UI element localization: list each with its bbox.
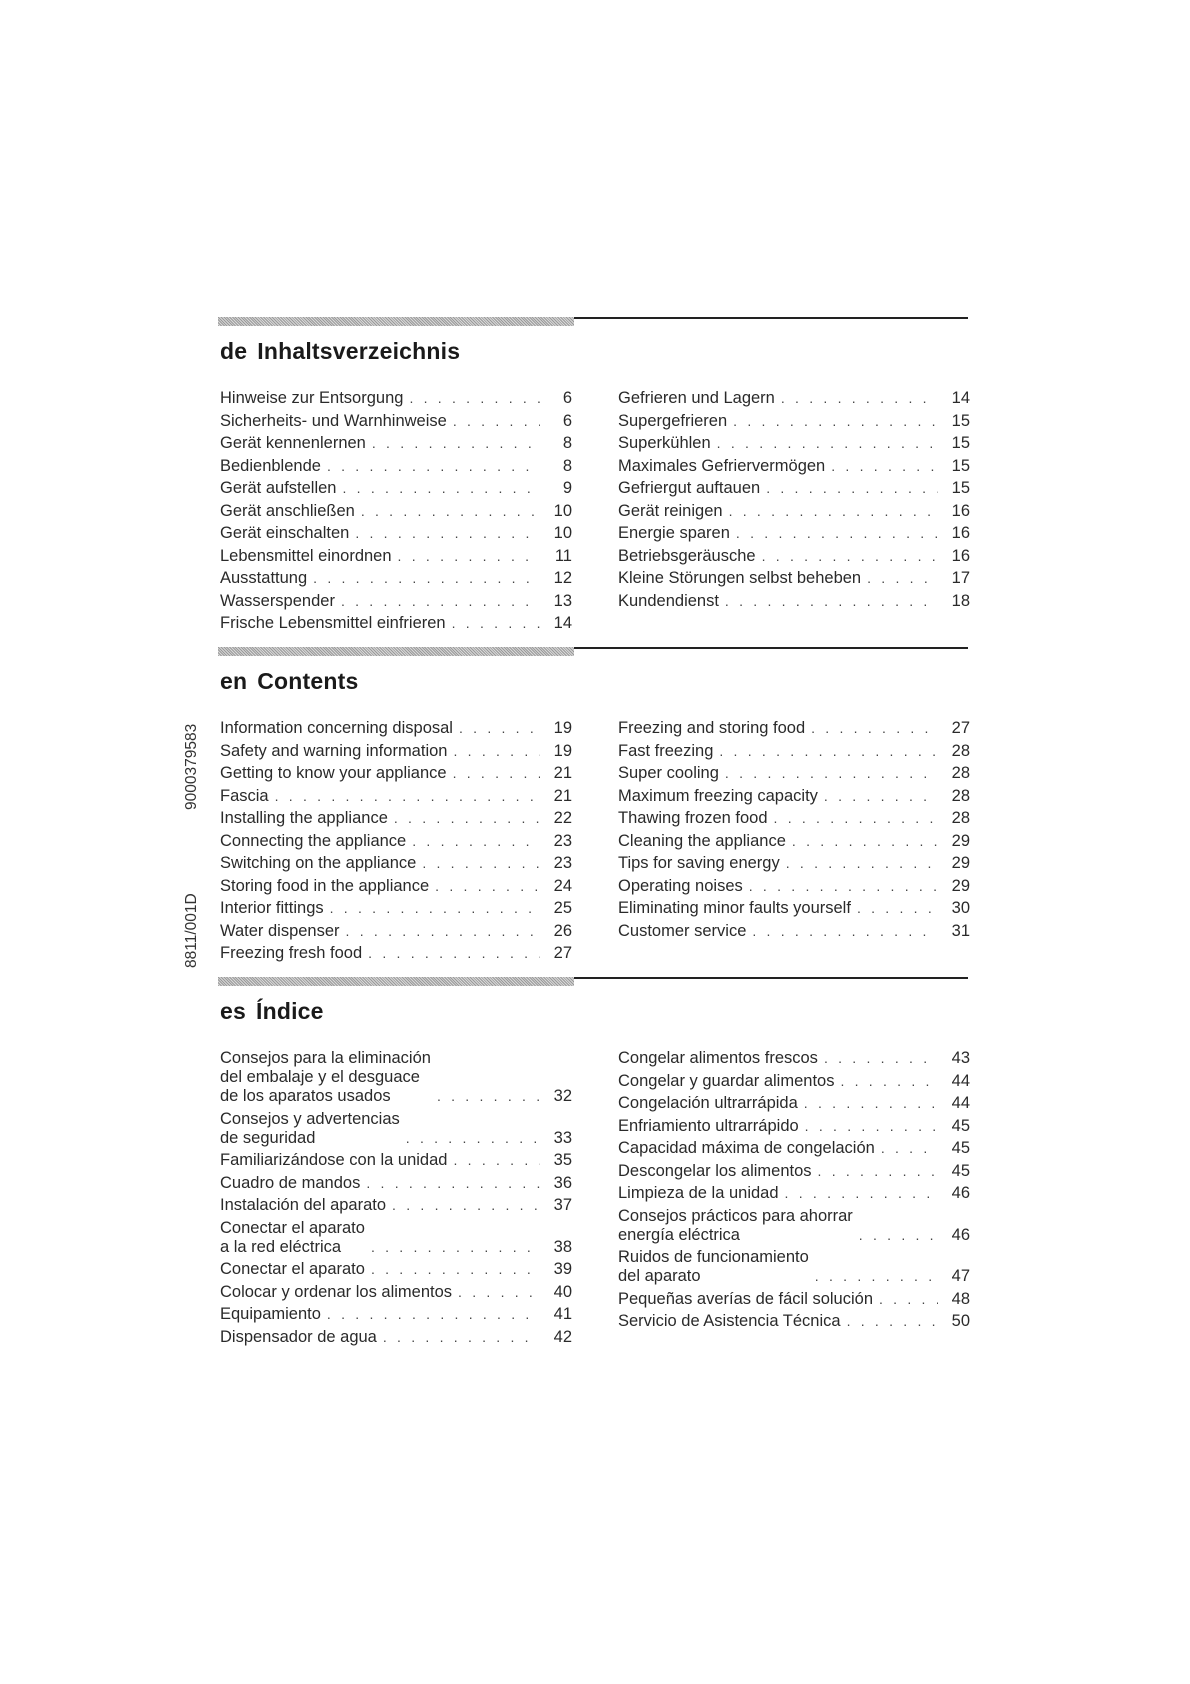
dot-leader xyxy=(717,434,938,453)
toc-entry-page: 21 xyxy=(553,786,572,805)
dot-leader xyxy=(355,524,540,543)
dot-leader xyxy=(372,434,540,453)
toc-entry-title: Gerät reinigen xyxy=(618,501,723,520)
toc-entry-page: 40 xyxy=(553,1282,572,1301)
toc-entry-title: Hinweise zur Entsorgung xyxy=(220,389,404,407)
dot-leader xyxy=(811,719,938,738)
toc-entry[interactable] xyxy=(618,502,970,521)
toc-entry-title: Gerät aufstellen xyxy=(220,479,337,497)
toc-entry-page: 6 xyxy=(562,411,572,430)
toc-entry[interactable] xyxy=(220,524,572,543)
dot-leader xyxy=(330,899,540,918)
toc-entry-page: 13 xyxy=(553,591,572,610)
dot-leader xyxy=(749,877,938,896)
toc-entry[interactable] xyxy=(618,1094,970,1113)
toc-entry[interactable] xyxy=(220,1196,572,1215)
toc-entry[interactable] xyxy=(618,1072,970,1091)
language-code: es xyxy=(220,998,246,1024)
toc-column-left xyxy=(220,1049,572,1350)
toc-entry-title: Freezing fresh food xyxy=(220,944,363,962)
dot-leader xyxy=(824,1049,938,1068)
toc-entry[interactable] xyxy=(618,479,970,498)
toc-entry-page: 26 xyxy=(553,921,572,940)
toc-entry-title: Getting to know your appliance xyxy=(220,764,447,782)
toc-entry-page: 27 xyxy=(951,719,970,737)
toc-entry[interactable] xyxy=(220,1049,572,1106)
toc-entry-page: 46 xyxy=(951,1184,970,1202)
toc-entry-page: 6 xyxy=(562,389,572,407)
dot-leader xyxy=(383,1328,540,1347)
toc-entry-page: 18 xyxy=(951,591,970,610)
toc-entry-page: 37 xyxy=(553,1196,572,1214)
toc-entry-title: Cleaning the appliance xyxy=(618,831,786,850)
dot-leader xyxy=(736,524,938,543)
section-heading xyxy=(220,668,968,698)
dot-leader xyxy=(452,614,540,633)
toc-entry-page: 8 xyxy=(562,456,572,475)
toc-entry-title: Dispensador de agua xyxy=(220,1327,377,1346)
dot-leader xyxy=(847,1312,938,1331)
toc-entry-page: 21 xyxy=(553,764,572,782)
dot-leader xyxy=(327,1305,540,1324)
dot-leader xyxy=(815,1267,938,1286)
document-number: 9000379583 xyxy=(183,723,200,810)
toc-entry[interactable] xyxy=(220,899,572,918)
toc-entry-title: Bedienblende xyxy=(220,456,321,475)
dot-leader xyxy=(459,719,540,738)
toc-entry-title: Thawing frozen food xyxy=(618,809,768,827)
dot-leader xyxy=(453,1151,540,1170)
toc-column-right xyxy=(618,719,970,944)
toc-entry-title: Cuadro de mandos xyxy=(220,1173,361,1192)
toc-entry-title: Congelar y guardar alimentos xyxy=(618,1071,835,1090)
toc-entry-title: Kundendienst xyxy=(618,591,719,610)
toc-entry-title: Gefrieren und Lagern xyxy=(618,389,775,407)
section-heading xyxy=(220,338,968,368)
toc-entry-title: Colocar y ordenar los alimentos xyxy=(220,1282,453,1301)
toc-entry[interactable] xyxy=(618,569,970,588)
dot-leader xyxy=(786,854,938,873)
toc-entry-page: 36 xyxy=(553,1173,572,1192)
toc-entry-page: 28 xyxy=(951,741,970,760)
toc-entry[interactable] xyxy=(618,1290,970,1309)
toc-entry[interactable] xyxy=(220,389,572,408)
toc-entry-page: 45 xyxy=(951,1116,970,1135)
toc-entry[interactable] xyxy=(220,922,572,941)
toc-column-right xyxy=(618,389,970,614)
toc-entry-page: 45 xyxy=(951,1139,970,1157)
toc-entry-page: 14 xyxy=(951,389,970,407)
toc-entry-page: 11 xyxy=(554,546,572,565)
toc-entry[interactable] xyxy=(618,832,970,851)
toc-entry-title: Operating noises xyxy=(618,876,743,895)
toc-entry-title: Ausstattung xyxy=(220,569,308,587)
toc-entry-page: 41 xyxy=(553,1305,572,1323)
toc-entry[interactable] xyxy=(220,592,572,611)
dot-leader xyxy=(275,787,540,806)
dot-leader xyxy=(392,1196,540,1215)
toc-entry-title: Conectar el aparato xyxy=(220,1260,365,1278)
toc-entry-page: 28 xyxy=(951,764,970,782)
toc-entry[interactable] xyxy=(618,1184,970,1203)
dot-leader xyxy=(453,742,540,761)
toc-entry-title: Gerät anschließen xyxy=(220,501,355,520)
toc-entry[interactable] xyxy=(618,742,970,761)
toc-entry[interactable] xyxy=(618,922,970,941)
toc-entry-page: 19 xyxy=(553,719,572,737)
toc-entry[interactable] xyxy=(220,809,572,828)
toc-entry[interactable] xyxy=(618,809,970,828)
dot-leader xyxy=(752,922,938,941)
toc-entry-page: 25 xyxy=(553,899,572,917)
dot-leader xyxy=(422,854,540,873)
toc-entry-title: Eliminating minor faults yourself xyxy=(618,899,851,917)
toc-entry-title: Superkühlen xyxy=(618,434,711,452)
toc-entry-title: Ruidos de funcionamiento del aparato xyxy=(618,1248,809,1285)
section-title: Índice xyxy=(255,998,324,1024)
toc-entry-page: 10 xyxy=(553,501,572,520)
toc-entry-page: 45 xyxy=(951,1161,970,1180)
toc-column-left xyxy=(220,389,572,637)
dot-leader xyxy=(729,502,938,521)
dot-leader xyxy=(804,1094,938,1113)
toc-column-left xyxy=(220,719,572,967)
toc-entry-title: Enfriamiento ultrarrápido xyxy=(618,1116,799,1135)
toc-entry-page: 42 xyxy=(553,1327,572,1346)
toc-entry-page: 29 xyxy=(951,854,970,872)
toc-entry-title: Gefriergut auftauen xyxy=(618,479,761,497)
toc-entry[interactable] xyxy=(618,854,970,873)
toc-entry-page: 28 xyxy=(951,786,970,805)
toc-entry-title: Limpieza de la unidad xyxy=(618,1184,779,1202)
toc-entry-page: 15 xyxy=(951,479,970,497)
dot-leader xyxy=(805,1117,938,1136)
toc-entry-page: 16 xyxy=(951,524,970,542)
toc-entry-page: 9 xyxy=(562,479,572,497)
toc-entry[interactable] xyxy=(220,764,572,783)
toc-entry-title: Congelación ultrarrápida xyxy=(618,1094,798,1112)
toc-entry-page: 47 xyxy=(951,1267,970,1285)
toc-entry-page: 44 xyxy=(951,1071,970,1090)
toc-entry-title: Supergefrieren xyxy=(618,411,728,430)
toc-entry[interactable] xyxy=(618,1248,970,1286)
toc-entry-page: 24 xyxy=(553,876,572,895)
toc-entry[interactable] xyxy=(220,1283,572,1302)
dot-leader xyxy=(867,569,938,588)
dot-leader xyxy=(368,944,540,963)
toc-entry-title: Conectar el aparato a la red eléctrica xyxy=(220,1218,365,1256)
dot-leader xyxy=(840,1072,938,1091)
dot-leader xyxy=(437,1087,540,1106)
toc-entry[interactable] xyxy=(618,524,970,543)
dot-leader xyxy=(879,1290,938,1309)
toc-entry[interactable] xyxy=(618,412,970,431)
toc-entry-page: 30 xyxy=(951,899,970,917)
dot-leader xyxy=(831,457,938,476)
toc-entry[interactable] xyxy=(618,719,970,738)
toc-entry-title: Installing the appliance xyxy=(220,809,388,827)
toc-entry[interactable] xyxy=(220,479,572,498)
dot-leader xyxy=(361,502,540,521)
toc-entry[interactable] xyxy=(220,502,572,521)
toc-entry-title: Information concerning disposal xyxy=(220,719,453,737)
toc-entry[interactable] xyxy=(618,877,970,896)
toc-entry-page: 8 xyxy=(562,434,572,452)
toc-entry-page: 15 xyxy=(951,411,970,430)
toc-entry-title: Water dispenser xyxy=(220,921,340,940)
toc-entry[interactable] xyxy=(220,1174,572,1193)
toc-entry[interactable] xyxy=(220,457,572,476)
toc-entry-page: 15 xyxy=(951,456,970,475)
toc-entry-title: Descongelar los alimentos xyxy=(618,1161,812,1180)
toc-entry-page: 12 xyxy=(553,569,572,587)
toc-entry-page: 43 xyxy=(951,1049,970,1067)
toc-entry-title: Gerät einschalten xyxy=(220,524,350,542)
dot-leader xyxy=(453,764,540,783)
toc-entry[interactable] xyxy=(618,1117,970,1136)
toc-entry[interactable] xyxy=(220,1110,572,1148)
dot-leader xyxy=(406,1129,540,1148)
toc-entry-title: Freezing and storing food xyxy=(618,719,806,737)
toc-entry-title: Energie sparen xyxy=(618,524,730,542)
dot-leader xyxy=(781,389,938,408)
dot-leader xyxy=(792,832,938,851)
toc-entry-title: Kleine Störungen selbst beheben xyxy=(618,569,862,587)
dot-leader xyxy=(366,1174,540,1193)
toc-section-es xyxy=(218,977,970,1346)
toc-entry-page: 38 xyxy=(553,1237,572,1256)
dot-leader xyxy=(857,899,938,918)
toc-entry-page: 32 xyxy=(553,1087,572,1105)
toc-entry-page: 39 xyxy=(553,1260,572,1278)
toc-entry[interactable] xyxy=(220,412,572,431)
toc-entry-title: Consejos y advertencias de seguridad xyxy=(220,1109,400,1147)
toc-entry-title: Customer service xyxy=(618,921,747,940)
toc-entry-title: Super cooling xyxy=(618,764,719,782)
dot-leader xyxy=(725,764,938,783)
toc-entry-title: Sicherheits- und Warnhinweise xyxy=(220,411,447,430)
toc-entry[interactable] xyxy=(618,592,970,611)
toc-entry[interactable] xyxy=(220,569,572,588)
dot-leader xyxy=(453,412,540,431)
dot-leader xyxy=(881,1139,938,1158)
toc-entry[interactable] xyxy=(220,1151,572,1170)
toc-entry-title: Tips for saving energy xyxy=(618,854,780,872)
toc-entry[interactable] xyxy=(220,434,572,453)
toc-entry-title: Pequeñas averías de fácil solución xyxy=(618,1289,873,1308)
toc-entry-title: Switching on the appliance xyxy=(220,854,417,872)
toc-entry[interactable] xyxy=(618,434,970,453)
toc-entry-title: Frische Lebensmittel einfrieren xyxy=(220,614,446,632)
toc-entry-page: 17 xyxy=(951,569,970,587)
dot-leader xyxy=(394,809,540,828)
toc-entry-page: 33 xyxy=(553,1128,572,1147)
toc-entry[interactable] xyxy=(618,1162,970,1181)
toc-entry-page: 48 xyxy=(951,1289,970,1308)
dot-leader xyxy=(435,877,540,896)
toc-entry-page: 46 xyxy=(951,1225,970,1244)
toc-entry-title: Equipamiento xyxy=(220,1305,321,1323)
toc-entry[interactable] xyxy=(618,457,970,476)
toc-entry-title: Interior fittings xyxy=(220,899,324,917)
toc-entry-title: Servicio de Asistencia Técnica xyxy=(618,1312,841,1330)
dot-leader xyxy=(341,592,540,611)
toc-entry-title: Congelar alimentos frescos xyxy=(618,1049,818,1067)
toc-entry-page: 22 xyxy=(553,809,572,827)
toc-entry-page: 19 xyxy=(553,741,572,760)
toc-entry[interactable] xyxy=(220,1305,572,1324)
toc-entry-page: 16 xyxy=(951,501,970,520)
toc-entry-title: Gerät kennenlernen xyxy=(220,434,366,452)
toc-entry[interactable] xyxy=(220,742,572,761)
dot-leader xyxy=(342,479,540,498)
toc-entry-title: Safety and warning information xyxy=(220,741,448,760)
toc-entry[interactable] xyxy=(220,1328,572,1347)
toc-entry-page: 28 xyxy=(951,809,970,827)
dot-leader xyxy=(859,1226,938,1245)
section-divider xyxy=(218,317,968,327)
toc-entry[interactable] xyxy=(220,614,572,633)
toc-entry-title: Familiarizándose con la unidad xyxy=(220,1151,448,1169)
dot-leader xyxy=(346,922,540,941)
toc-column-right xyxy=(618,1049,970,1335)
dot-leader xyxy=(327,457,540,476)
toc-section-de xyxy=(218,317,970,632)
toc-entry-page: 29 xyxy=(951,831,970,850)
toc-entry-page: 23 xyxy=(553,831,572,850)
toc-entry-title: Fast freezing xyxy=(618,741,714,760)
dot-leader xyxy=(371,1260,540,1279)
toc-entry-title: Lebensmittel einordnen xyxy=(220,546,392,565)
section-divider xyxy=(218,647,968,657)
revision-code: 8811/001D xyxy=(183,893,200,968)
toc-entry-page: 29 xyxy=(951,876,970,895)
section-title: Inhaltsverzeichnis xyxy=(257,338,461,364)
toc-entry[interactable] xyxy=(220,832,572,851)
toc-entry[interactable] xyxy=(618,1312,970,1331)
toc-entry[interactable] xyxy=(618,1049,970,1068)
dot-leader xyxy=(824,787,938,806)
dot-leader xyxy=(398,547,540,566)
toc-entry-title: Maximales Gefriervermögen xyxy=(618,456,826,475)
toc-entry-page: 44 xyxy=(951,1094,970,1112)
section-title: Contents xyxy=(257,668,359,694)
toc-entry[interactable] xyxy=(618,547,970,566)
dot-leader xyxy=(719,742,938,761)
toc-entry-page: 31 xyxy=(951,921,970,940)
dot-leader xyxy=(733,412,938,431)
toc-entry-title: Consejos para la eliminación del embalaje y el desguace de los aparatos usados xyxy=(220,1049,431,1105)
section-heading xyxy=(220,998,968,1028)
dot-leader xyxy=(818,1162,938,1181)
toc-entry-page: 15 xyxy=(951,434,970,452)
language-code: de xyxy=(220,338,248,364)
toc-entry-page: 35 xyxy=(553,1151,572,1169)
toc-entry[interactable] xyxy=(618,787,970,806)
dot-leader xyxy=(725,592,938,611)
dot-leader xyxy=(313,569,540,588)
toc-entry-title: Fascia xyxy=(220,786,269,805)
dot-leader xyxy=(762,547,938,566)
section-divider xyxy=(218,977,968,987)
toc-section-en xyxy=(218,647,970,962)
toc-entry-title: Storing food in the appliance xyxy=(220,876,430,895)
dot-leader xyxy=(766,479,938,498)
dot-leader xyxy=(774,809,938,828)
toc-entry-page: 14 xyxy=(553,614,572,632)
toc-entry-title: Instalación del aparato xyxy=(220,1196,387,1214)
toc-entry[interactable] xyxy=(220,719,572,738)
toc-entry[interactable] xyxy=(618,1139,970,1158)
toc-entry[interactable] xyxy=(220,1260,572,1279)
toc-entry-page: 27 xyxy=(553,944,572,962)
toc-entry[interactable] xyxy=(220,547,572,566)
toc-entry-page: 50 xyxy=(951,1312,970,1330)
toc-entry-title: Betriebsgeräusche xyxy=(618,546,756,565)
toc-entry-title: Capacidad máxima de congelación xyxy=(618,1139,875,1157)
toc-entry[interactable] xyxy=(220,787,572,806)
toc-entry-page: 16 xyxy=(951,546,970,565)
toc-entry-page: 23 xyxy=(553,854,572,872)
toc-entry[interactable] xyxy=(618,1207,970,1245)
toc-entry[interactable] xyxy=(618,899,970,918)
toc-entry-title: Connecting the appliance xyxy=(220,831,407,850)
toc-entry[interactable] xyxy=(220,877,572,896)
toc-entry-title: Consejos prácticos para ahorrar energía eléctrica xyxy=(618,1206,853,1244)
toc-entry[interactable] xyxy=(220,854,572,873)
dot-leader xyxy=(458,1283,540,1302)
toc-entry-page: 10 xyxy=(553,524,572,542)
dot-leader xyxy=(409,389,540,408)
toc-entry[interactable] xyxy=(618,389,970,408)
toc-entry-title: Wasserspender xyxy=(220,591,335,610)
toc-entry[interactable] xyxy=(220,944,572,963)
language-code: en xyxy=(220,668,248,694)
dot-leader xyxy=(371,1238,540,1257)
toc-entry[interactable] xyxy=(618,764,970,783)
dot-leader xyxy=(412,832,540,851)
dot-leader xyxy=(785,1184,938,1203)
toc-entry-title: Maximum freezing capacity xyxy=(618,786,818,805)
toc-entry[interactable] xyxy=(220,1219,572,1257)
